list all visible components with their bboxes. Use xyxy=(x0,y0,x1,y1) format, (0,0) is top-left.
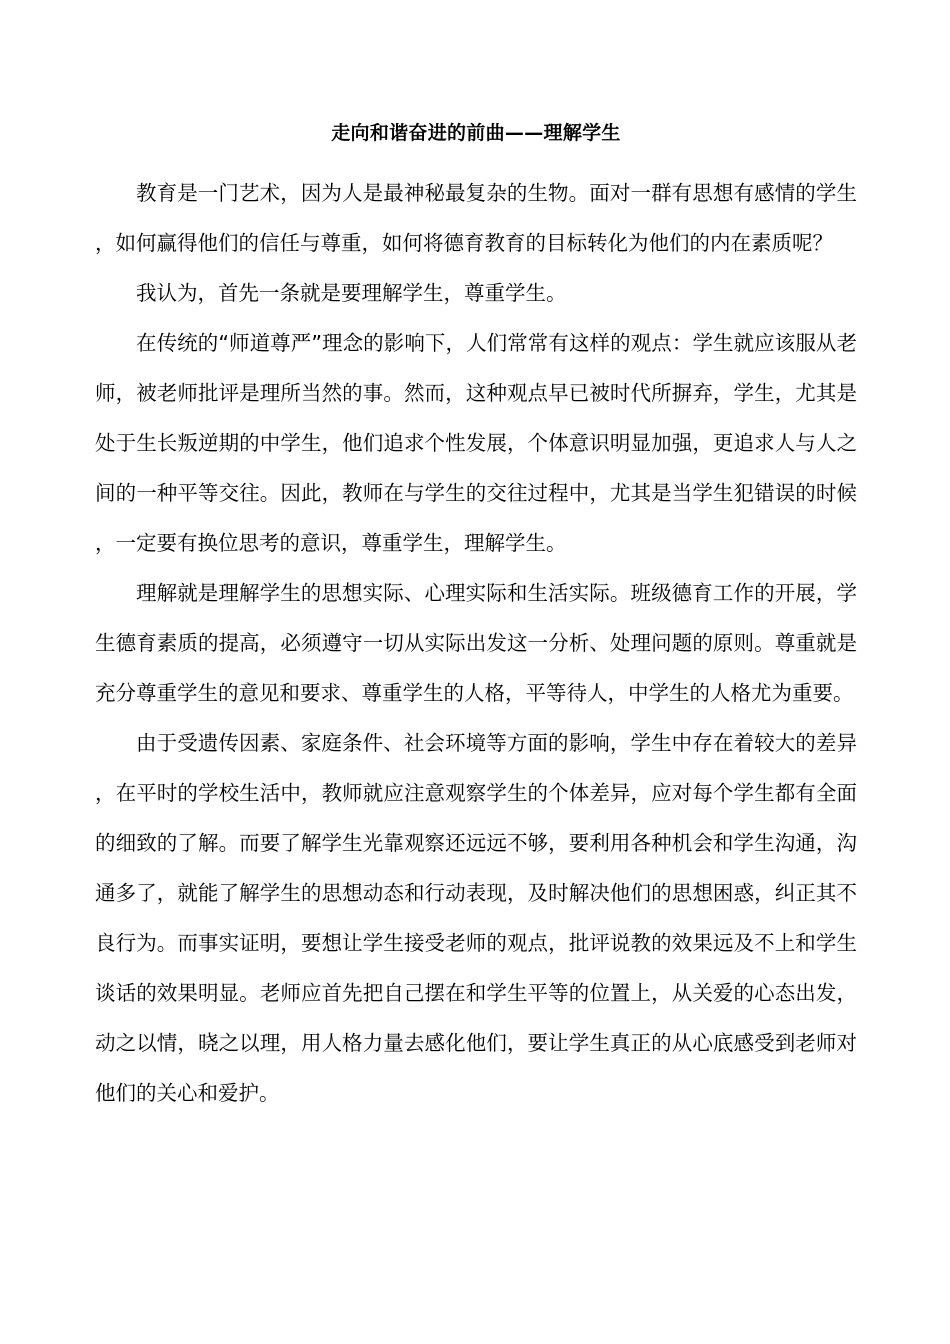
paragraph-tradition: 在传统的“师道尊严”理念的影响下，人们常常有这样的观点：学生就应该服从老师，被老师批评是理所当然的事。然而，这种观点早已被时代所摒弃，学生，尤其是处于生长叛逆期的中学生，他们追求个性发展，个体意识明显加强，更追求人与人之间的一种平等交往。因此，教师在与学生的交往过程中，尤其是当学生犯错误的时候，一定要有换位思考的意识，尊重学生，理解学生。 xyxy=(95,331,857,555)
paragraph-differences: 由于受遗传因素、家庭条件、社会环境等方面的影响，学生中存在着较大的差异，在平时的学校生活中，教师就应注意观察学生的个体差异，应对每个学生都有全面的细致的了解。而要了解学生光靠观察还远远不够，要利用各种机会和学生沟通，沟通多了，就能了解学生的思想动态和行动表现，及时解决他们的思想困惑，纠正其不良行为。而事实证明，要想让学生接受老师的观点，批评说教的效果远及不上和学生谈话的效果明显。老师应首先把自己摆在和学生平等的位置上，从关爱的心态出发，动之以情，晓之以理，用人格力量去感化他们，要让学生真正的从心底感受到老师对他们的关心和爱护。 xyxy=(95,731,857,1105)
document-title: 走向和谐奋进的前曲——理解学生 xyxy=(331,122,621,144)
paragraph-thesis: 我认为，首先一条就是要理解学生，尊重学生。 xyxy=(136,281,567,305)
paragraph-understanding: 理解就是理解学生的思想实际、心理实际和生活实际。班级德育工作的开展，学生德育素质的提高，必须遵守一切从实际出发这一分析、处理问题的原则。尊重就是充分尊重学生的意见和要求、尊重学生的人格，平等待人，中学生的人格尤为重要。 xyxy=(95,581,857,705)
document-page xyxy=(95,118,857,1118)
paragraph-intro: 教育是一门艺术，因为人是最神秘最复杂的生物。面对一群有思想有感情的学生，如何赢得他们的信任与尊重，如何将德育教育的目标转化为他们的内在素质呢？ xyxy=(95,181,857,255)
